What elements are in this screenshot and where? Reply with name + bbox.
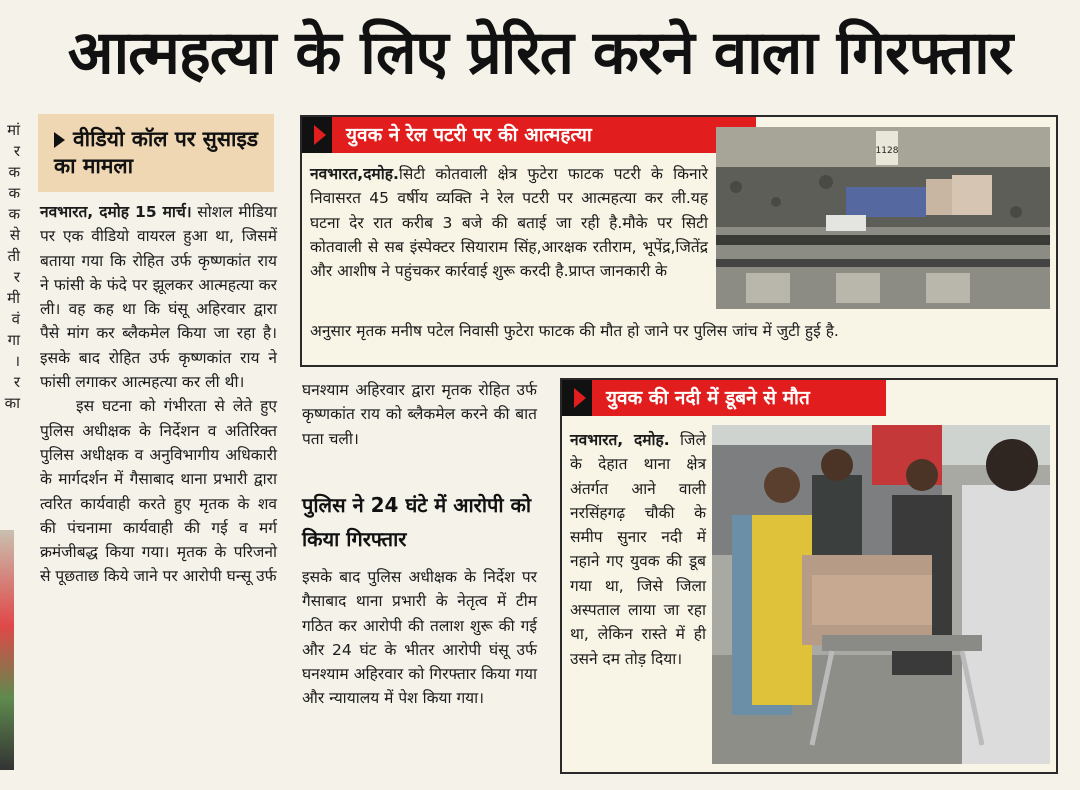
- fragment-line: क: [8, 205, 20, 223]
- story3-body: [570, 428, 706, 671]
- fragment-line: र: [13, 142, 20, 160]
- story2-dateline: नवभारत,दमोह.: [310, 165, 399, 183]
- fragment-line: क: [8, 184, 20, 202]
- story1-paragraph-3: घनश्याम अहिरवार द्वारा मृतक रोहित उर्फ कृष्णकांत राय को ब्लैकमेल करने की बात पता चली।: [302, 381, 537, 448]
- railway-track-photo: [716, 127, 1050, 309]
- river-drowning-photo: [712, 425, 1050, 764]
- story1-dateline: नवभारत, दमोह 15 मार्च।: [40, 203, 192, 221]
- story1-paragraph-2: इस घटना को गंभीरता से लेते हुए पुलिस अधीक्षक के निर्देशन व अतिरिक्त पुलिस अधीक्षक व अनुविभागीय अधिकारी के मार्गदर्शन में गैसाबाद थाना प्रभारी द्वारा त्वरित कार्यवाही करते हुए मृतक के शव की पंचनामा कार्यवाही की गई व मर्ग क्रमंजीबद्ध किया गया। मृतक के परिजनो से पूछताछ किये जाने पर आरोपी घन्सू उर्फ: [40, 397, 277, 586]
- track-marker-label: 1128: [875, 146, 899, 156]
- fragment-line: गा: [7, 331, 20, 349]
- page-headline: आत्महत्या के लिए प्रेरित करने वाला गिरफ्तार: [67, 18, 1013, 88]
- fragment-line: ती: [7, 247, 20, 265]
- fragment-line: मी: [7, 289, 20, 307]
- chevron-right-icon: [302, 117, 332, 153]
- story2-title-bar: [302, 117, 756, 153]
- story3-title-bar: [562, 380, 886, 416]
- triangle-marker-icon: [54, 132, 65, 148]
- fragment-line: ।: [14, 352, 20, 370]
- fragment-line: का: [4, 394, 20, 412]
- story1-column-2-top: [302, 378, 537, 451]
- story2-last-line: अनुसार मृतक मनीष पटेल निवासी फुटेरा फाटक की मौत हो जाने पर पुलिस जांच में जुटी हुई है.: [310, 322, 839, 340]
- story1-column-2-bottom: [302, 565, 537, 711]
- stretcher-scene-illustration: [712, 425, 1050, 764]
- railway-track-illustration: [716, 127, 1050, 309]
- story1-subheading-text: वीडियो कॉल पर सुसाइड का मामला: [54, 127, 259, 178]
- story1-dateline-para: [40, 200, 277, 394]
- story1-subheading-box: [38, 114, 274, 192]
- story1-paragraph-4: इसके बाद पुलिस अधीक्षक के निर्देश पर गैसाबाद थाना प्रभारी के नेतृत्व में टीम गठित कर आरोपी की तलाश शुरू की गई और 24 घंट के भीतर आरोपी घंसू उर्फ घनश्याम अहिरवार को गिरफ्तार किया गया और न्यायालय में पेश किया गया।: [302, 568, 537, 708]
- story1-subheading: [54, 126, 264, 180]
- fragment-line: से: [9, 226, 20, 244]
- story2-body-text: सिटी कोतवाली क्षेत्र फुटेरा फाटक पटरी के किनारे निवासरत 45 वर्षीय व्यक्ति ने रेल पटरी पर आत्महत्या कर ली.यह घटना देर रात करीब 3 बजे की बताई जा रही है.मौके पर सिटी कोतवाली से सब इंस्पेक्टर सियाराम सिंह,आरक्षक रतीराम, भूपेंद्र,जितेंद्र और आशीष ने पहुंचकर कार्रवाई शुरू करदी है.प्राप्त जानकारी के: [310, 165, 708, 281]
- chevron-right-icon: [562, 380, 592, 416]
- story2-title: युवक ने रेल पटरी पर की आत्महत्या: [346, 124, 592, 146]
- fragment-line: वं: [11, 310, 20, 328]
- adjacent-photo-fragment: [0, 530, 14, 770]
- story1-subheading-2: पुलिस ने 24 घंटे में आरोपी को किया गिरफ्तार: [302, 493, 532, 551]
- story3-dateline: नवभारत, दमोह.: [570, 431, 670, 449]
- fragment-line: मां: [7, 121, 20, 139]
- fragment-line: र: [13, 373, 20, 391]
- story1-column-1: [40, 200, 277, 589]
- fragment-line: र: [13, 268, 20, 286]
- story3-title: युवक की नदी में डूबने से मौत: [606, 387, 810, 409]
- story3-body-text: जिले के देहात थाना क्षेत्र अंतर्गत आने वाली नरसिंहगढ़ चौकी के समीप सुनार नदी में नहाने गए युवक की डूब गया था, जिसे जिला अस्पताल लाया जा रहा था, लेकिन रास्ते में ही उसने दम तोड़ दिया।: [570, 431, 706, 668]
- story2-body: [310, 162, 708, 283]
- story1-paragraph-1: सोशल मीडिया पर एक वीडियो वायरल हुआ था, जिसमें बताया गया कि रोहित उर्फ कृष्णकांत राय ने फांसी के फंदे पर झूलकर आत्महत्या कर ली। वह कह था कि घंसू अहिरवार द्वारा पैसे मांग कर ब्लैकमेल किया जा रहा है। इसके बाद रोहित उर्फ कृष्णकांत राय ने फांसी लगाकर आत्महत्या कर ली थी।: [40, 203, 277, 392]
- fragment-line: क: [8, 163, 20, 181]
